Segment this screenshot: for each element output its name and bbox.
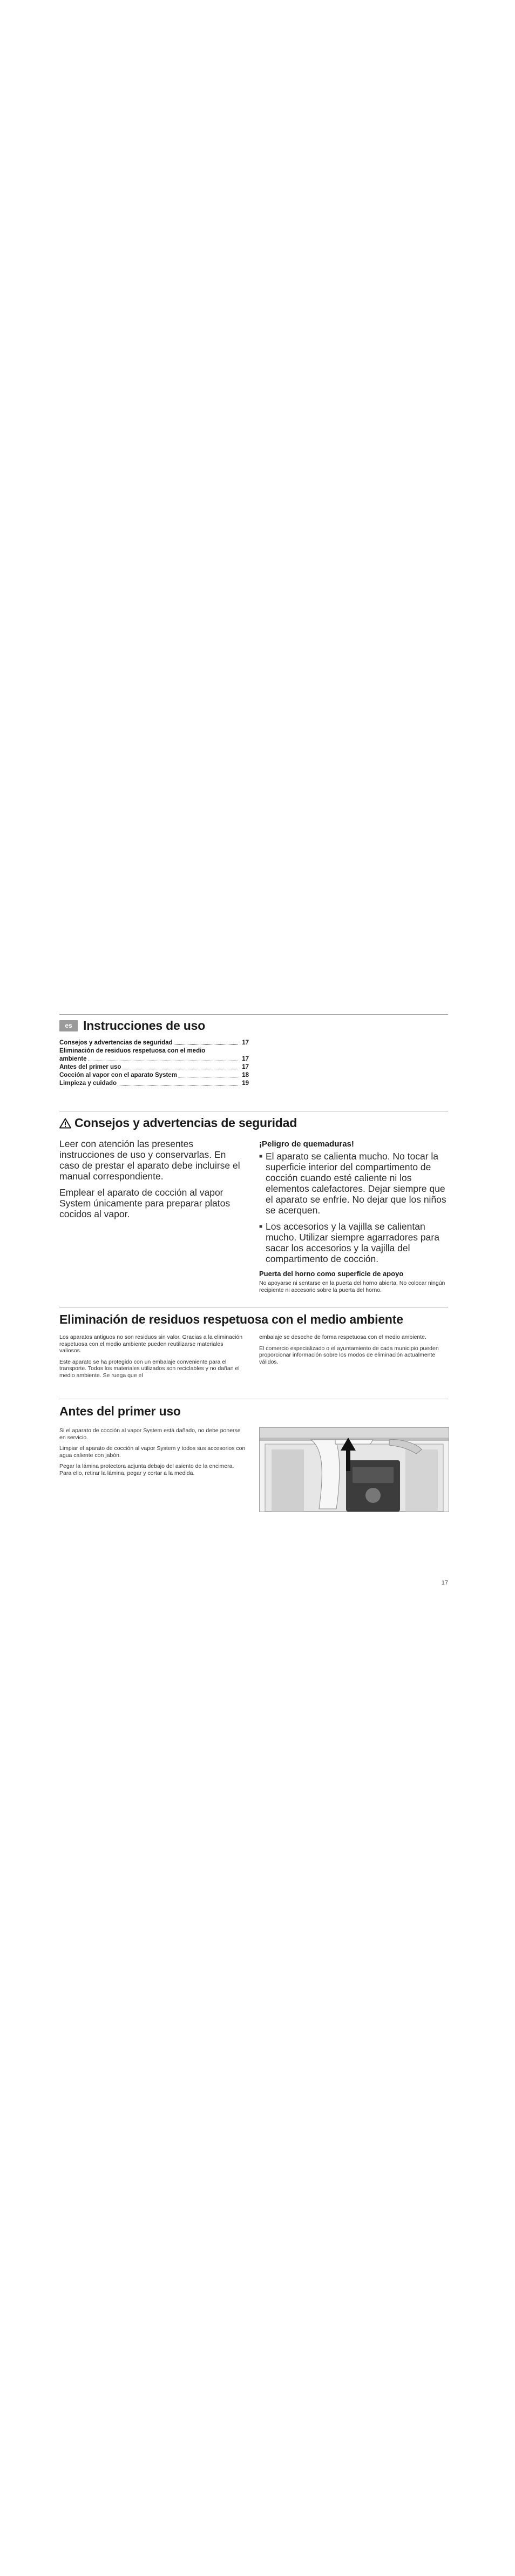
disposal-paragraph: embalaje se deseche de forma respetuosa con el medio ambiente.	[259, 1334, 426, 1340]
disposal-left-column	[59, 1334, 246, 1383]
toc-entry-page: 17	[242, 1040, 249, 1046]
toc-entry-label: Consejos y advertencias de seguridad	[59, 1040, 173, 1046]
toc-entry-label: ambiente	[59, 1056, 87, 1062]
oven-door-text: No apoyarse ni sentarse en la puerta del horno abierta. No colocar ningún recipiente ni accesorio sobre la puerta del horno.	[259, 1280, 445, 1293]
header-top-rule	[59, 1014, 448, 1015]
toc-entry-page: 17	[242, 1064, 249, 1070]
disposal-section-title: Eliminación de residuos respetuosa con el medio ambiente	[59, 1312, 403, 1326]
toc-entry[interactable]	[59, 1063, 249, 1071]
first-use-paragraph: Limpiar el aparato de cocción al vapor System y todos sus accesorios con agua caliente con jabón.	[59, 1445, 246, 1459]
toc-entry-label: Eliminación de residuos respetuosa con el medio	[59, 1048, 206, 1054]
manual-title: Instrucciones de uso	[83, 1019, 206, 1033]
table-of-contents	[59, 1039, 249, 1088]
disposal-paragraph: Los aparatos antiguos no son residuos sin valor. Gracias a la eliminación respetuosa con el medio ambiente pueden reutilizarse materiales valiosos.	[59, 1334, 243, 1354]
first-use-section-title: Antes del primer uso	[59, 1404, 181, 1418]
safety-left-column	[59, 1138, 246, 1225]
disposal-paragraph: Este aparato se ha protegido con un embalaje conveniente para el transporte. Todos los materiales utilizados son reciclables y no dañan el medio ambiente. Se ruega que el	[59, 1358, 240, 1379]
toc-entry-page: 19	[242, 1080, 249, 1087]
toc-entry-page: 18	[242, 1072, 249, 1078]
toc-leader-dots	[174, 1044, 238, 1045]
toc-entry[interactable]	[59, 1047, 249, 1055]
toc-entry[interactable]	[59, 1071, 249, 1080]
toc-entry-label: Cocción al vapor con el aparato System	[59, 1072, 177, 1078]
language-badge: es	[59, 1020, 78, 1031]
burn-danger-bullet: ■ Los accesorios y la vajilla se calientan mucho. Utilizar siempre agarradores para sacar los accesorios y la vajilla del compartimento de cocción.	[259, 1221, 448, 1264]
burn-danger-bullet: ■ El aparato se calienta mucho. No tocar la superficie interior del compartimento de cocción cuando esté caliente ni los elementos calefactores. Dejar siempre que el aparato se enfríe. No dejar que los niños se acerquen.	[259, 1151, 448, 1216]
film-application-drawing	[260, 1428, 449, 1512]
first-use-text-column	[59, 1427, 246, 1481]
disposal-paragraph: El comercio especializado o el ayuntamiento de cada municipio pueden proporcionar información sobre los modos de eliminación actualmente válidos.	[259, 1345, 439, 1365]
protective-film-illustration	[259, 1427, 449, 1512]
burn-danger-heading: ¡Peligro de quemaduras!	[259, 1139, 354, 1149]
page-number: 17	[441, 1580, 448, 1586]
safety-title-text: Consejos y advertencias de seguridad	[74, 1116, 297, 1130]
safety-paragraph: Leer con atención las presentes instrucciones de uso y conservarlas. En caso de prestar el aparato debe incluirse el manual correspondiente.	[59, 1138, 240, 1182]
warning-triangle-icon	[59, 1117, 71, 1132]
disposal-right-column	[259, 1334, 448, 1370]
manual-header	[59, 1019, 205, 1033]
toc-entry-label: Limpieza y cuidado	[59, 1080, 117, 1087]
safety-right-column	[259, 1139, 448, 1298]
toc-entry[interactable]	[59, 1080, 249, 1088]
toc-entry-continued[interactable]	[59, 1055, 249, 1063]
toc-entry[interactable]	[59, 1039, 249, 1047]
toc-entry-page: 17	[242, 1056, 249, 1062]
toc-entry-label: Antes del primer uso	[59, 1064, 121, 1070]
first-use-paragraph: Si el aparato de cocción al vapor System está dañado, no debe ponerse en servicio.	[59, 1427, 241, 1441]
oven-door-heading: Puerta del horno como superficie de apoyo	[259, 1270, 404, 1278]
safety-paragraph: Emplear el aparato de cocción al vapor System únicamente para preparar platos cocidos al vapor.	[59, 1187, 231, 1219]
first-use-paragraph: Pegar la lámina protectora adjunta debajo del asiento de la encimera. Para ello, retirar la lámina, pegar y cortar a la medida.	[59, 1463, 234, 1476]
safety-section-title	[59, 1116, 297, 1132]
